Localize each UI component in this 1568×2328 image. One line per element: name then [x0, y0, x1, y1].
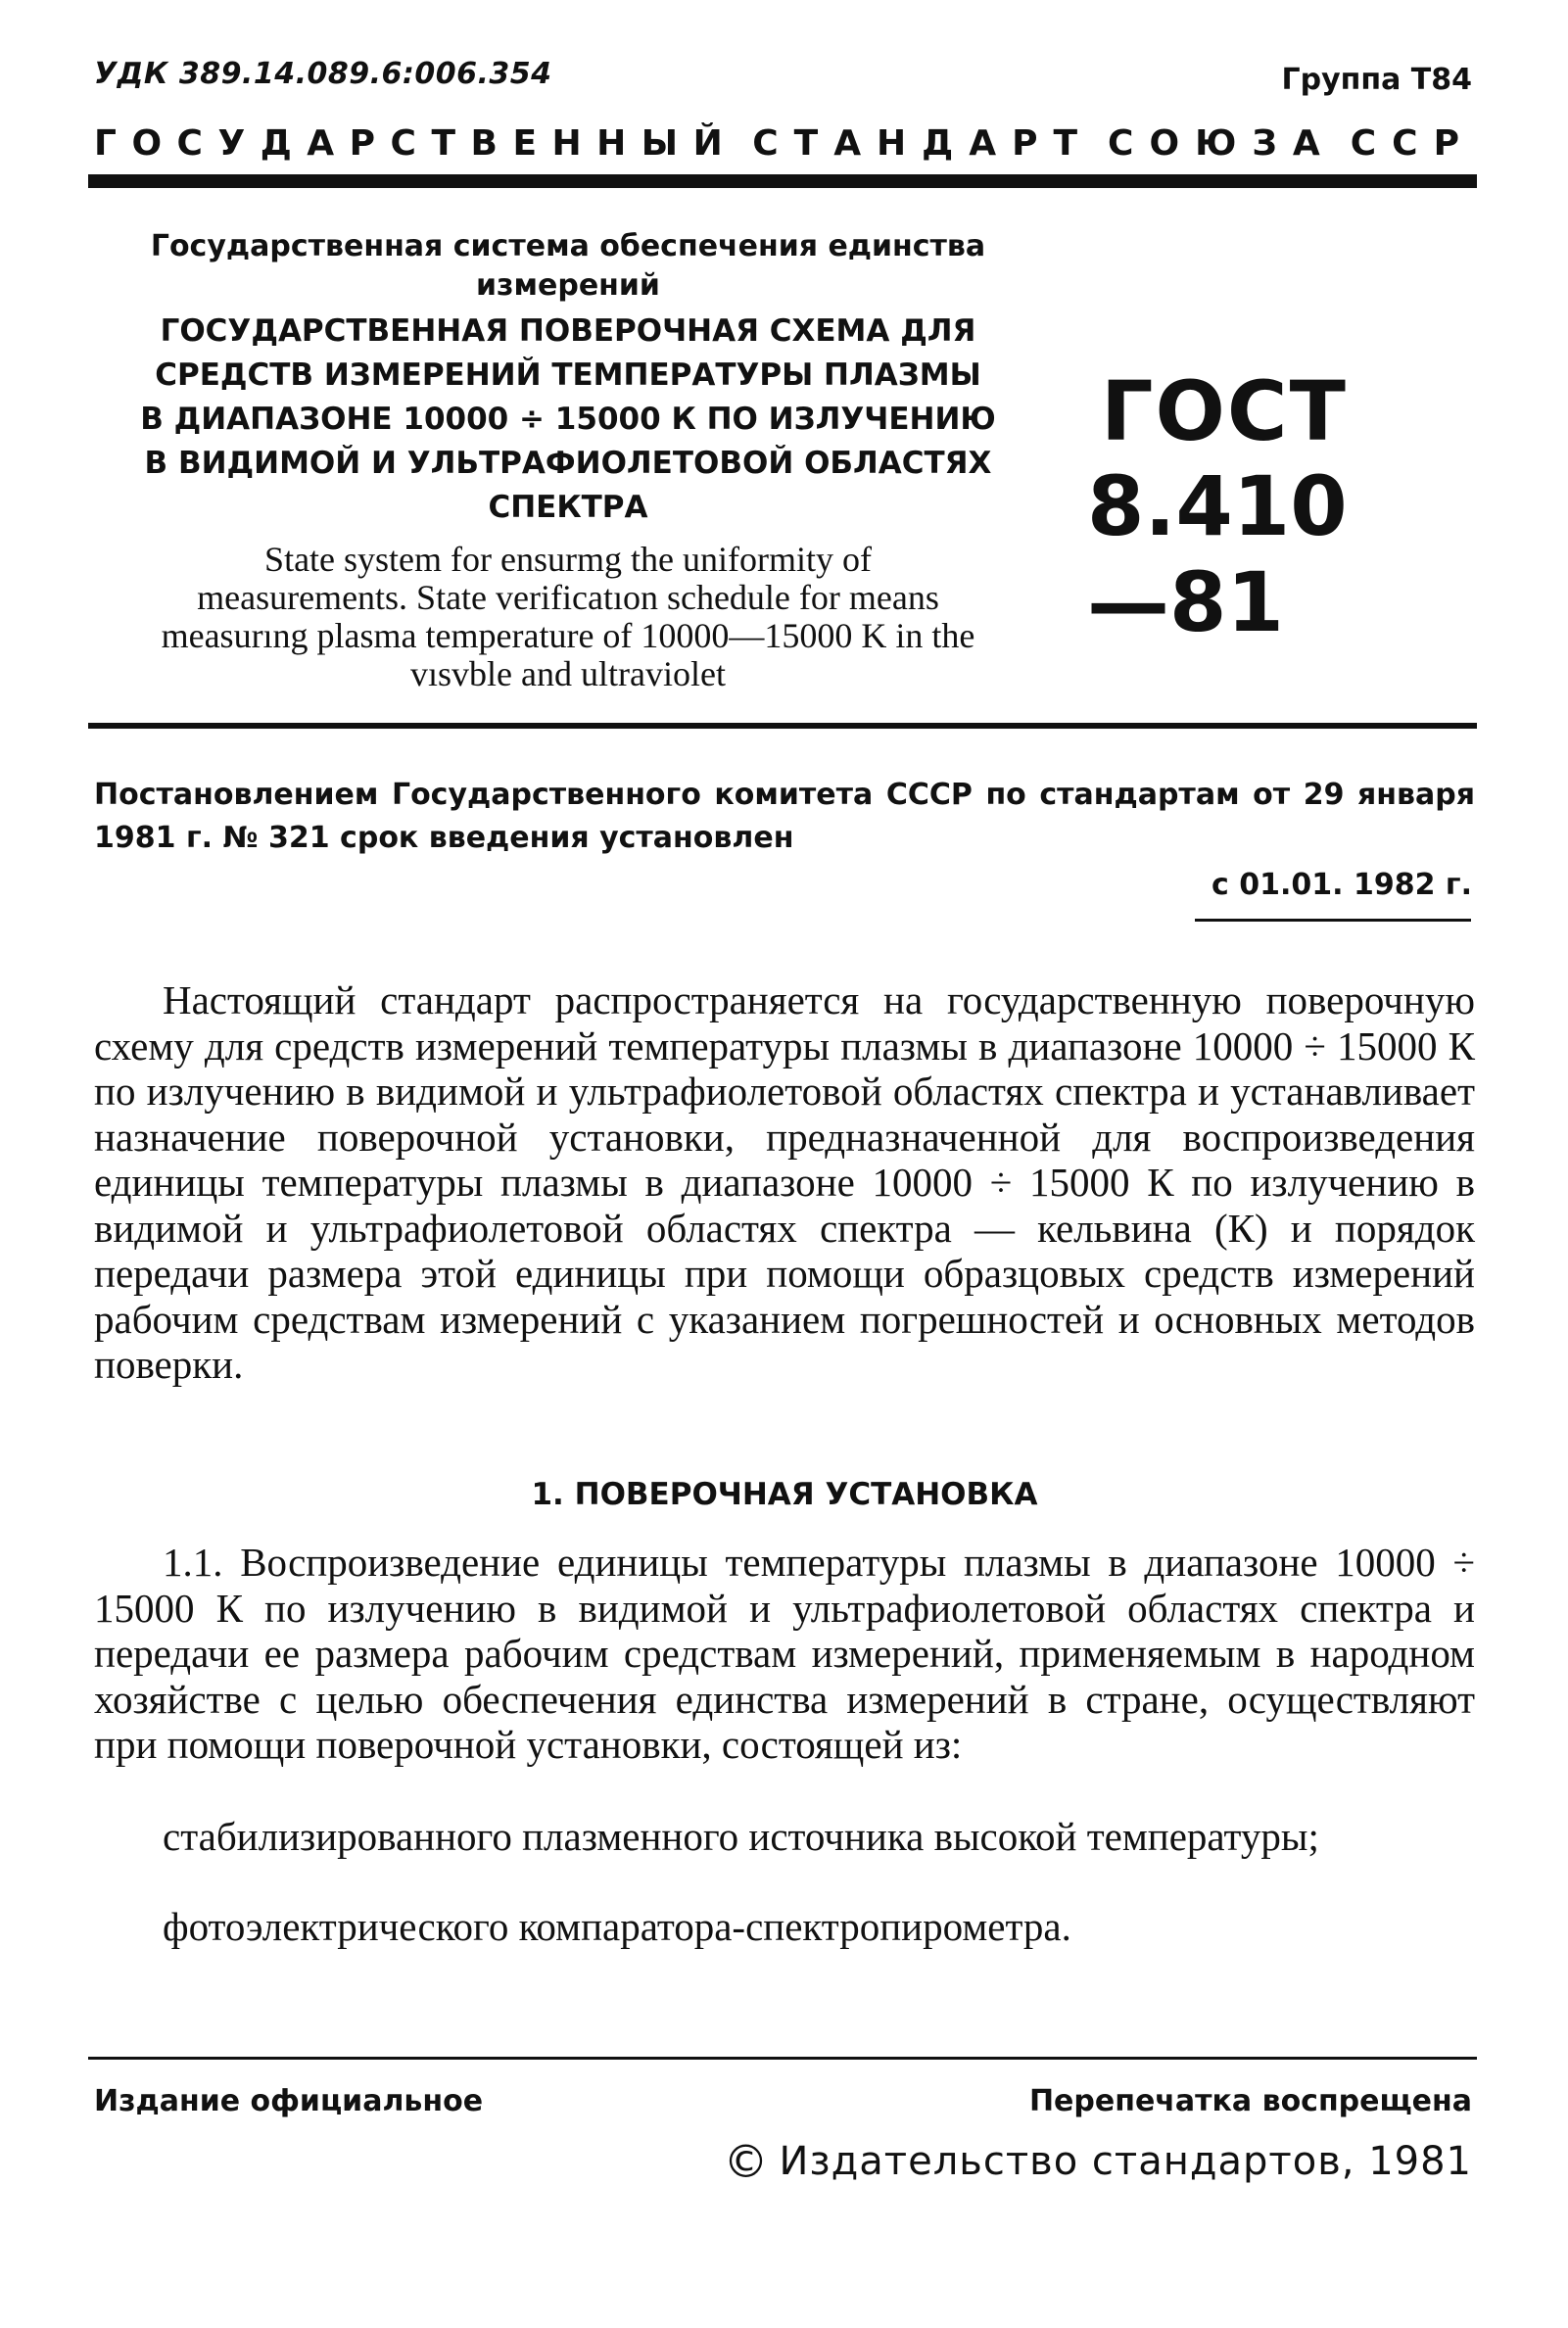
intro-paragraph: Настоящий стандарт распространяется на государственную поверочную схему для средств измерений температуры плазмы в диапазоне 10000 ÷ 15000 К по излучению в видимой и ультрафиолетовой областях спектра и устанавливает назначение поверочной установки, предназначенной для воспроизведения единицы температуры плазмы в диапазоне 10000 ÷ 15000 К по излучению в видимой и ультрафиолетовой областях спектра — кельвина (К) и порядок передачи размера этой единицы при помощи образцовых средств измерений рабочим средствам измерений с указанием погрешностей и основных методов поверки.: [94, 977, 1475, 1387]
system-title: Государственная система обеспечения единства измерений: [150, 229, 986, 303]
reprint-notice: Перепечатка воспрещена: [1028, 2084, 1472, 2118]
gost-number: 8.410—81: [1087, 458, 1348, 650]
udk-code: УДК 389.14.089.6:006.354: [94, 57, 552, 91]
decree-text: Постановлением Государственного комитета СССР по стандартам от 29 января 1981 г. № 321 срок введения установлен: [94, 778, 1475, 855]
gost-designation: [1087, 364, 1401, 650]
header-divider: [88, 174, 1477, 188]
section-heading: 1. ПОВЕРОЧНАЯ УСТАНОВКА: [531, 1477, 1038, 1512]
standard-banner: [94, 123, 1475, 164]
main-title-line: В ВИДИМОЙ И УЛЬТРАФИОЛЕТОВОЙ ОБЛАСТЯХ: [144, 446, 992, 481]
publisher-name: Издательство стандартов, 1981: [779, 2139, 1472, 2184]
banner-word-3: СОЮЗА: [1108, 123, 1336, 164]
list-item: стабилизированного плазменного источника высокой температуры;: [163, 1814, 1319, 1859]
main-title: [118, 309, 1019, 530]
banner-word-2: СТАНДАРТ: [752, 123, 1094, 164]
footer-divider: [88, 2057, 1477, 2060]
gost-word: ГОСТ: [1101, 363, 1348, 459]
main-title-line: СПЕКТРА: [488, 490, 648, 525]
english-title-line: State system for ensurmg the uniformity of: [264, 540, 872, 579]
publisher-line: [723, 2135, 1472, 2188]
main-title-line: ГОСУДАРСТВЕННАЯ ПОВЕРОЧНАЯ СХЕМА ДЛЯ: [160, 313, 976, 349]
english-title: [88, 541, 1048, 693]
banner-word-4: ССР: [1350, 123, 1475, 164]
list-item: фотоэлектрического компаратора-спектропирометра.: [163, 1904, 1071, 1949]
english-title-line: measurements. State verificatıon schedule for means: [197, 578, 939, 617]
title-divider: [88, 723, 1477, 729]
english-title-line: measurıng plasma temperature of 10000—15000 K in the: [161, 616, 975, 655]
group-code: Группа Т84: [1281, 63, 1472, 97]
copyright-icon: ©: [723, 2135, 770, 2188]
banner-word-1: ГОСУДАРСТВЕННЫЙ: [94, 123, 738, 164]
effective-date: с 01.01. 1982 г.: [1212, 868, 1472, 902]
main-title-line: СРЕДСТВ ИЗМЕРЕНИЙ ТЕМПЕРАТУРЫ ПЛАЗМЫ: [155, 357, 981, 393]
official-edition-label: Издание официальное: [94, 2084, 484, 2118]
english-title-line: vısvble and ultraviolet: [410, 654, 726, 693]
main-title-line: В ДИАПАЗОНЕ 10000 ÷ 15000 К ПО ИЗЛУЧЕНИЮ: [140, 402, 996, 437]
paragraph-1-1: 1.1. Воспроизведение единицы температуры плазмы в диапазоне 10000 ÷ 15000 К по излучению в видимой и ультрафиолетовой областях спектра и передачи ее размера рабочим средствам измерений, применяемым в народном хозяйстве с целью обеспечения единства измерений в стране, осуществляют при помощи поверочной установки, состоящей из:: [94, 1540, 1475, 1767]
effective-date-underline: [1195, 919, 1471, 922]
